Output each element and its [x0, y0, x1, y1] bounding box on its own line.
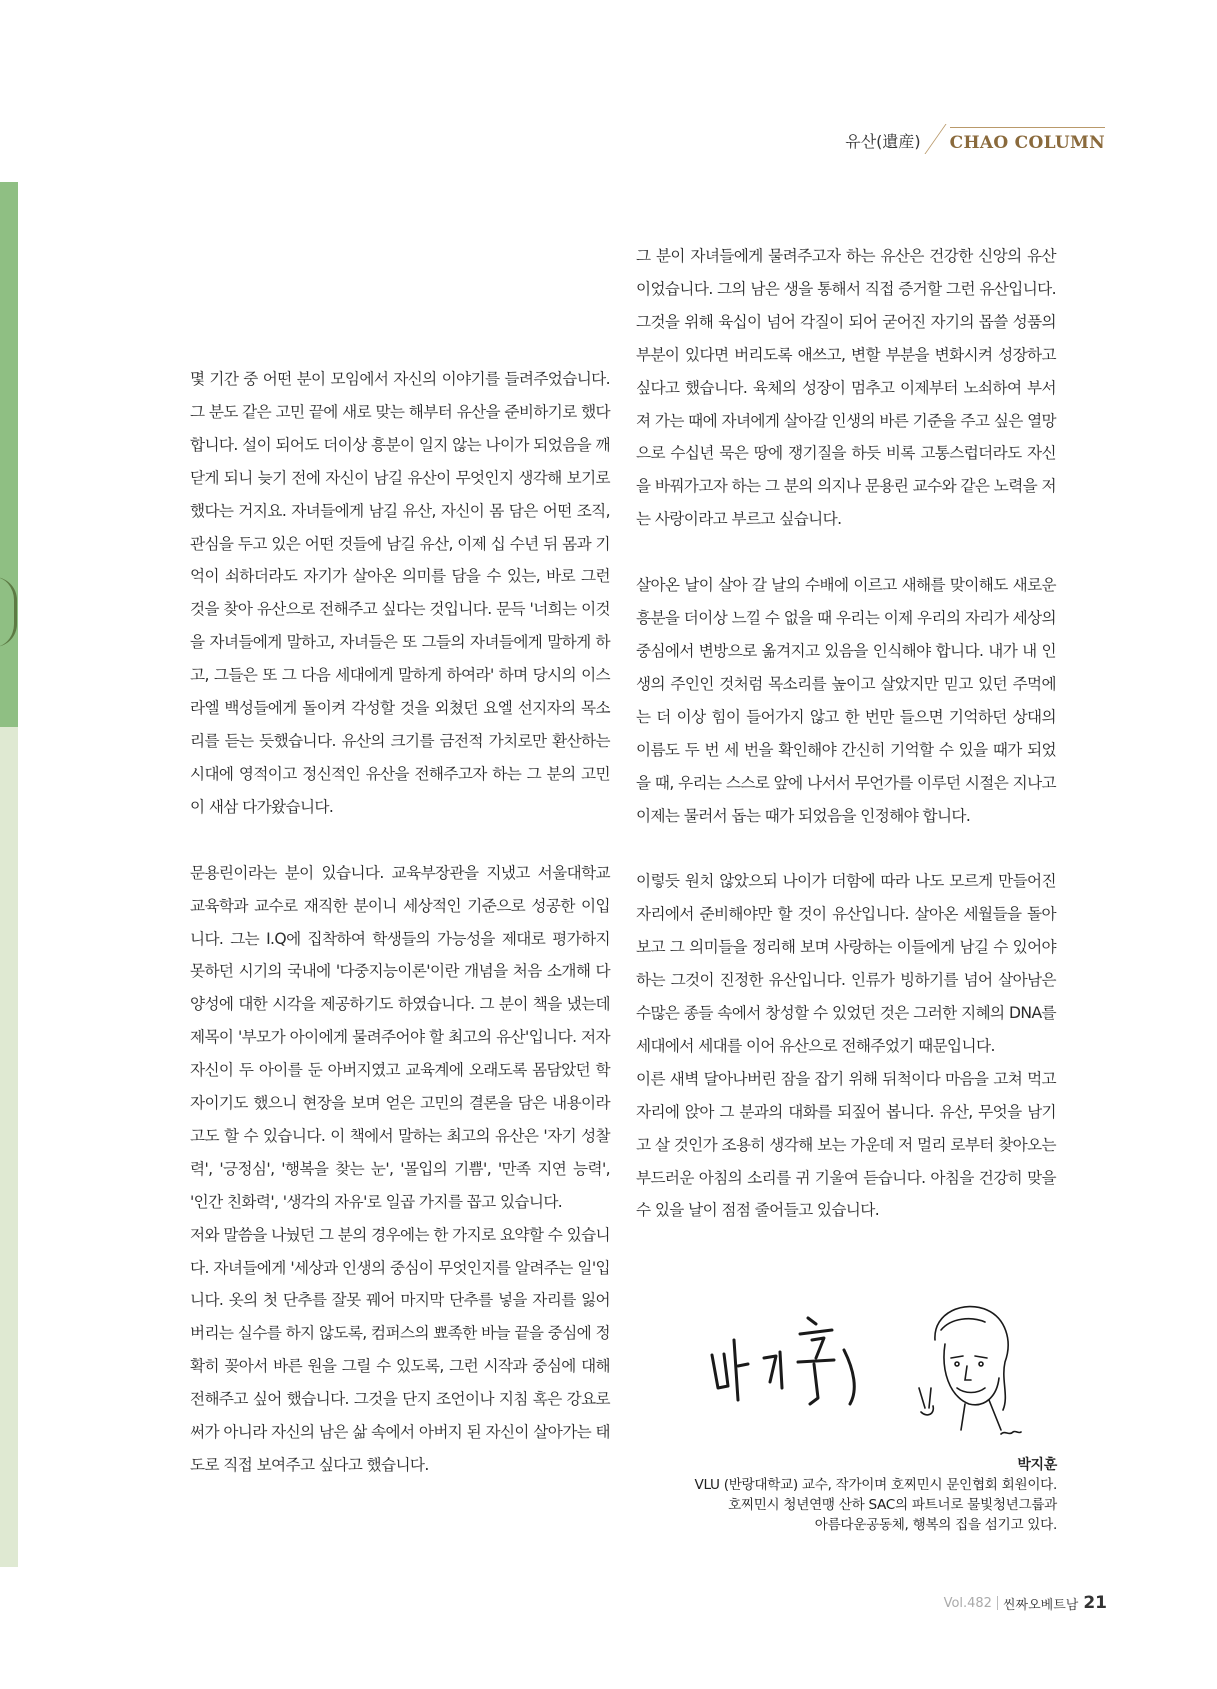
magazine-name: 씬짜오베트남 [1002, 1597, 1079, 1613]
paragraph: 몇 기간 중 어떤 분이 모임에서 자신의 이야기를 들려주었습니다. 그 분도 같은 고민 끝에 새로 맞는 해부터 유산을 준비하기로 했다 합니다. 설이 되어도 더이상 흥분이 일지 않는 나이가 되었음을 깨닫게 되니 늦기 전에 자신이 남길 유산이 무엇인지 생각해 보기로 했다는 거지요. 자녀들에게 남길 유산, 자신이 몸 담은 어떤 조직, 관심을 두고 있은 어떤 것들에 남길 유산, 이제 십 수년 뒤 몸과 기억이 쇠하더라도 자기가 살아온 의미를 담을 수 있는, 바로 그런 것을 찾아 유산으로 전해주고 싶다는 것입니다. 문득 '너희는 이것을 자녀들에게 말하고, 자녀들은 또 그들의 자녀들에게 말하게 하고, 그들은 또 그 다음 세대에게 말하게 하여라' 하며 당시의 이스라엘 백성들에게 돌이켜 각성할 것을 외쳤던 요엘 선지자의 목소리를 듣는 듯했습니다. 유산의 크기를 금전적 가치로만 환산하는 시대에 영적이고 정신적인 유산을 전해주고자 하는 그 분의 고민이 새삼 다가왔습니다. [190, 370, 610, 816]
paragraph: 이렇듯 원치 않았으되 나이가 더함에 따라 나도 모르게 만들어진 자리에서 준비해야만 할 것이 유산입니다. 살아온 세월들을 돌아보고 그 의미들을 정리해 보며 사랑하는 이들에게 남길 수 있어야 하는 그것이 진정한 유산입니다. 인류가 빙하기를 넘어 살아남은 수많은 종들 속에서 창성할 수 있었던 것은 그러한 지혜의 DNA를 세대에서 세대를 이어 유산으로 전해주었기 때문입니다. [636, 872, 1056, 1055]
author-caricature [905, 1300, 1025, 1445]
paragraph: 저와 말씀을 나눴던 그 분의 경우에는 한 가지로 요약할 수 있습니다. 자녀들에게 '세상과 인생의 중심이 무엇인지를 알려주는 일'입니다. 옷의 첫 단추를 잘못 꿰어 마지막 단추를 넣을 자리를 잃어버리는 실수를 하지 않도록, 컴퍼스의 뾰족한 바늘 끝을 중심에 정확히 꽂아서 바른 원을 그릴 수 있도록, 그런 시작과 중심에 대해 전해주고 싶어 했습니다. 그것을 단지 조언이나 지침 혹은 강요로써가 아니라 자신의 남은 삶 속에서 아버지 된 자신이 살아가는 태도로 직접 보여주고 싶다고 했습니다. [190, 1225, 610, 1474]
left-text-column [190, 363, 610, 1482]
column-header [845, 124, 1105, 154]
author-bio-line: 아름다운공동체, 행복의 집을 섬기고 있다. [814, 1517, 1057, 1533]
paragraph: 이른 새벽 달아나버린 잠을 잡기 위해 뒤척이다 마음을 고쳐 먹고 자리에 앉아 그 분과의 대화를 되짚어 봅니다. 유산, 무엇을 남기고 살 것인가 조용히 생각해 보는 가운데 저 멀리 로부터 찾아오는 부드러운 아침의 소리를 귀 기울여 듣습니다. 아침을 건강히 맞을 수 있을 날이 점점 줄어들고 있습니다. [636, 1069, 1056, 1220]
header-topic: 유산(遺産) [845, 132, 921, 151]
page-number: 21 [1083, 1593, 1107, 1613]
footer-divider [997, 1596, 998, 1610]
paragraph: 문용린이라는 분이 있습니다. 교육부장관을 지냈고 서울대학교 교육학과 교수로 재직한 분이니 세상적인 기준으로 성공한 이입니다. 그는 I.Q에 집착하여 학생들의 가능성을 제대로 평가하지 못하던 시기의 국내에 '다중지능이론'이란 개념을 처음 소개해 다양성에 대한 시각을 제공하기도 하였습니다. 그 분이 책을 냈는데 제목이 '부모가 아이에게 물려주어야 할 최고의 유산'입니다. 저자 자신이 두 아이를 둔 아버지였고 교육계에 오래도록 몸담았던 학자이기도 했으니 현장을 보며 얻은 고민의 결론을 담은 내용이라고도 할 수 있습니다. 이 책에서 말하는 최고의 유산은 '자기 성찰력', '긍정심', '행복을 찾는 눈', '몰입의 기쁨', '만족 지연 능력', '인간 친화력', '생각의 자유'로 일곱 가지를 꼽고 있습니다. [190, 863, 610, 1211]
paragraph: 살아온 날이 살아 갈 날의 수배에 이르고 새해를 맞이해도 새로운 흥분을 더이상 느낄 수 없을 때 우리는 이제 우리의 자리가 세상의 중심에서 변방으로 옮겨지고 있음을 인식해야 합니다. 내가 내 인생의 주인인 것처럼 목소리를 높이고 살았지만 믿고 있던 주먹에는 더 이상 힘이 들어가지 않고 한 번만 들으면 기억하던 상대의 이름도 두 번 세 번을 확인해야 간신히 기억할 수 있을 때가 되었을 때, 우리는 스스로 앞에 나서서 무언가를 이루던 시절은 지나고 이제는 물러서 돕는 때가 되었음을 인정해야 합니다. [636, 576, 1056, 825]
decorative-side-strip [0, 182, 18, 1567]
volume-number: Vol.482 [943, 1595, 992, 1611]
author-bio-line: VLU (반랑대학교) 교수, 작가이며 호찌민시 문인협회 회원이다. [694, 1477, 1057, 1493]
author-bio-line: 호찌민시 청년연맹 산하 SAC의 파트너로 물빛청년그룹과 [728, 1497, 1057, 1513]
author-name: 박지훈 [1017, 1457, 1057, 1473]
page-footer [944, 1593, 1107, 1613]
handwritten-signature [704, 1300, 884, 1410]
header-column-name: CHAO COLUMN [950, 127, 1105, 154]
author-bio [637, 1455, 1057, 1535]
paragraph: 그 분이 자녀들에게 물려주고자 하는 유산은 건강한 신앙의 유산이었습니다. 그의 남은 생을 통해서 직접 증거할 그런 유산입니다. 그것을 위해 육십이 넘어 각질이 되어 굳어진 자기의 몹쓸 성품의 부분이 있다면 버리도록 애쓰고, 변할 부분을 변화시켜 성장하고 싶다고 했습니다. 육체의 성장이 멈추고 이제부터 노쇠하여 부서져 가는 때에 자녀에게 살아갈 인생의 바른 기준을 주고 싶은 열망으로 수십년 묵은 땅에 쟁기질을 하듯 비록 고통스럽더라도 자신을 바꿔가고자 하는 그 분의 의지나 문용린 교수와 같은 노력을 저는 사랑이라고 부르고 싶습니다. [636, 247, 1056, 529]
right-text-column [636, 240, 1056, 1227]
